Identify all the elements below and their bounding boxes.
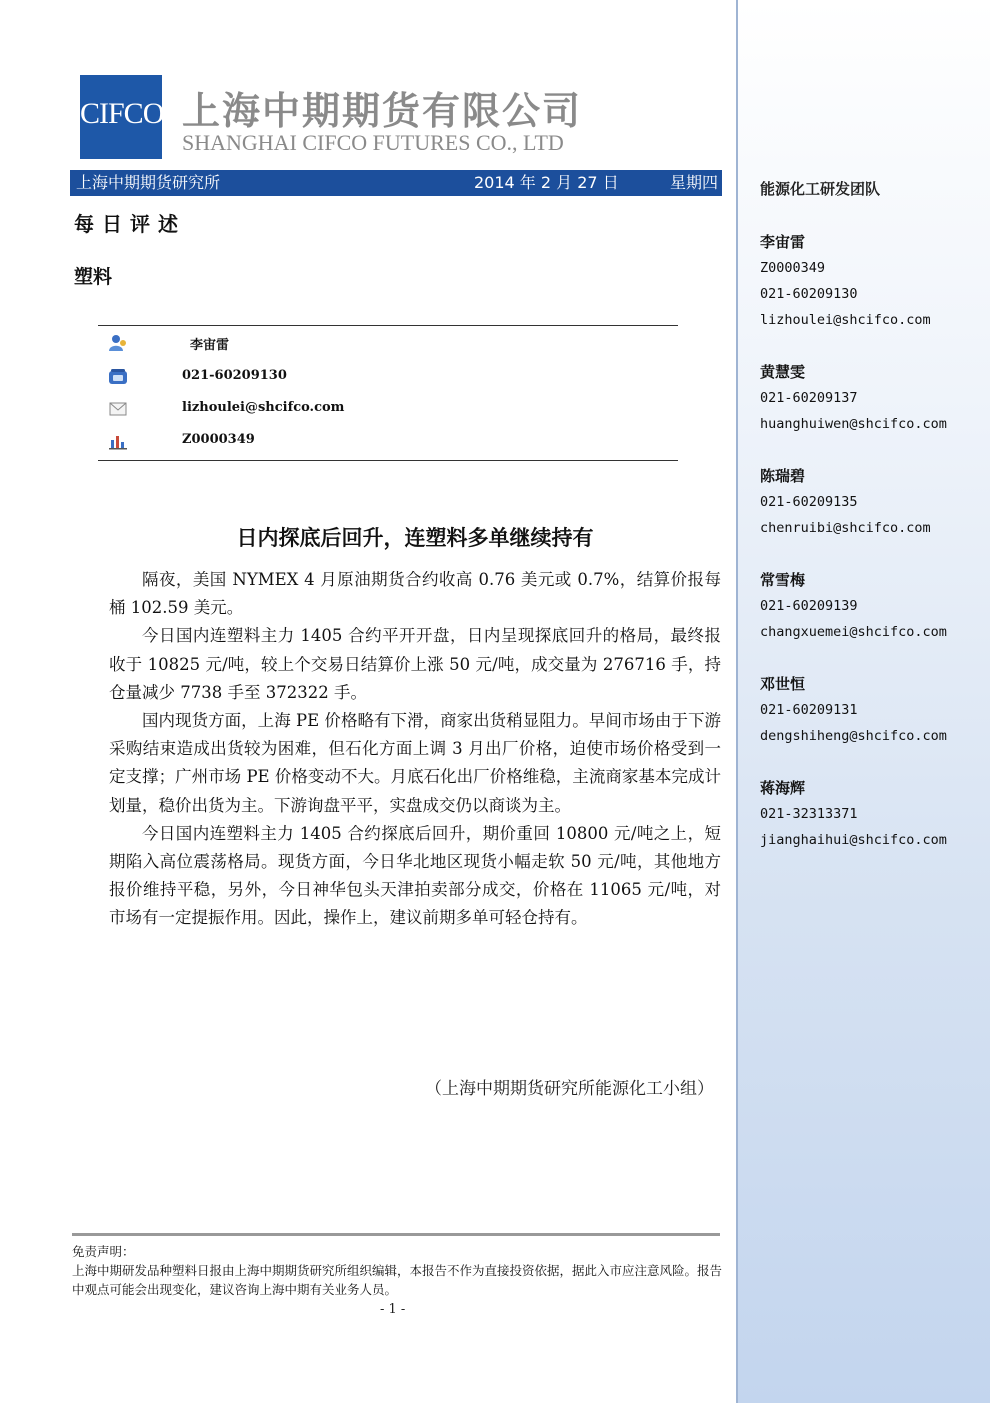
member-email: changxuemei@shcifco.com (760, 624, 947, 640)
contact-phone: 021-60209130 (182, 368, 287, 383)
team-member (760, 671, 947, 749)
paragraph-4: 今日国内连塑料主力 1405 合约探底后回升，期价重回 10800 元/吨之上，短期陷入高位震荡格局。现货方面，今日华北地区现货小幅走软 50 元/吨，其他地方报价维持平稳，另外，今日神华包头天津拍卖部分成交，价格在 11065 元/吨，对市场有一定提振作用。因此，操作上，建议前期多单可轻仓持有。 (109, 823, 721, 928)
article-headline: 日内探底后回升，连塑料多单继续持有 (236, 526, 594, 550)
contact-email: lizhoulei@shcifco.com (182, 400, 345, 415)
paragraph-1: 隔夜，美国 NYMEX 4 月原油期货合约收高 0.76 美元或 0.7%，结算价报每桶 102.59 美元。 (109, 570, 721, 618)
member-name: 李宙雷 (760, 233, 806, 251)
member-license: Z0000349 (760, 260, 826, 276)
team-member (760, 229, 931, 333)
disclaimer (72, 1242, 722, 1299)
footer-divider (72, 1233, 720, 1236)
header-bar (70, 170, 722, 196)
company-name-en: SHANGHAI CIFCO FUTURES CO., LTD (182, 130, 564, 155)
person-icon (108, 334, 128, 352)
member-email: dengshiheng@shcifco.com (760, 728, 947, 744)
article-body (109, 566, 721, 933)
analyst-contact-box (98, 325, 678, 461)
member-email: lizhoulei@shcifco.com (760, 312, 931, 328)
member-phone: 021-60209137 (760, 390, 858, 406)
page-number: - 1 - (380, 1302, 406, 1317)
sidebar-title: 能源化工研发团队 (760, 180, 881, 198)
member-email: jianghaihui@shcifco.com (760, 832, 947, 848)
member-phone: 021-32313371 (760, 806, 858, 822)
member-name: 常雪梅 (760, 571, 806, 589)
contact-license: Z0000349 (182, 432, 255, 447)
section-title: 每日评述 (74, 212, 186, 236)
member-phone: 021-60209139 (760, 598, 858, 614)
team-member (760, 359, 947, 437)
article-signature: （上海中期期货研究所能源化工小组） (425, 1079, 714, 1099)
logo-text: CIFCO (80, 97, 164, 130)
member-phone: 021-60209130 (760, 286, 858, 302)
report-date: 2014 年 2 月 27 日 (474, 173, 619, 192)
report-weekday: 星期四 (669, 173, 718, 192)
team-member (760, 775, 947, 853)
member-name: 蒋海辉 (760, 779, 806, 797)
disclaimer-text: 上海中期研发品种塑料日报由上海中期期货研究所组织编辑，本报告不作为直接投资依据，据此入市应注意风险。报告中观点可能会出现变化，建议咨询上海中期有关业务人员。 (72, 1263, 723, 1297)
bar-chart-icon (108, 432, 128, 450)
team-member (760, 567, 947, 645)
member-name: 陈瑞碧 (760, 467, 806, 485)
member-name: 邓世恒 (760, 675, 806, 693)
paragraph-2: 今日国内连塑料主力 1405 合约平开开盘，日内呈现探底回升的格局，最终报收于 10825 元/吨，较上个交易日结算价上涨 50 元/吨，成交量为 276716 手，持仓量减少 7738 手至 372322 手。 (109, 626, 721, 702)
member-phone: 021-60209135 (760, 494, 858, 510)
member-email: chenruibi@shcifco.com (760, 520, 931, 536)
institute-name: 上海中期期货研究所 (76, 173, 221, 192)
disclaimer-label: 免责声明： (72, 1244, 135, 1259)
company-name-cn: 上海中期期货有限公司 (182, 89, 583, 133)
member-email: huanghuiwen@shcifco.com (760, 416, 947, 432)
category-title: 塑料 (74, 266, 113, 288)
envelope-icon (108, 400, 128, 418)
phone-icon (108, 368, 128, 386)
team-member (760, 463, 931, 541)
member-phone: 021-60209131 (760, 702, 858, 718)
research-team-sidebar (736, 0, 990, 1403)
paragraph-3: 国内现货方面，上海 PE 价格略有下滑，商家出货稍显阻力。早间市场由于下游采购结束造成出货较为困难，但石化方面上调 3 月出厂价格，迫使市场价格受到一定支撑；广州市场 PE 价格变动不大。月底石化出厂价格维稳，主流商家基本完成计划量，稳价出货为主。下游询盘平平，实盘成交仍以商谈为主。 (109, 711, 721, 815)
contact-name: 李宙雷 (190, 338, 230, 353)
member-name: 黄慧雯 (760, 363, 806, 381)
